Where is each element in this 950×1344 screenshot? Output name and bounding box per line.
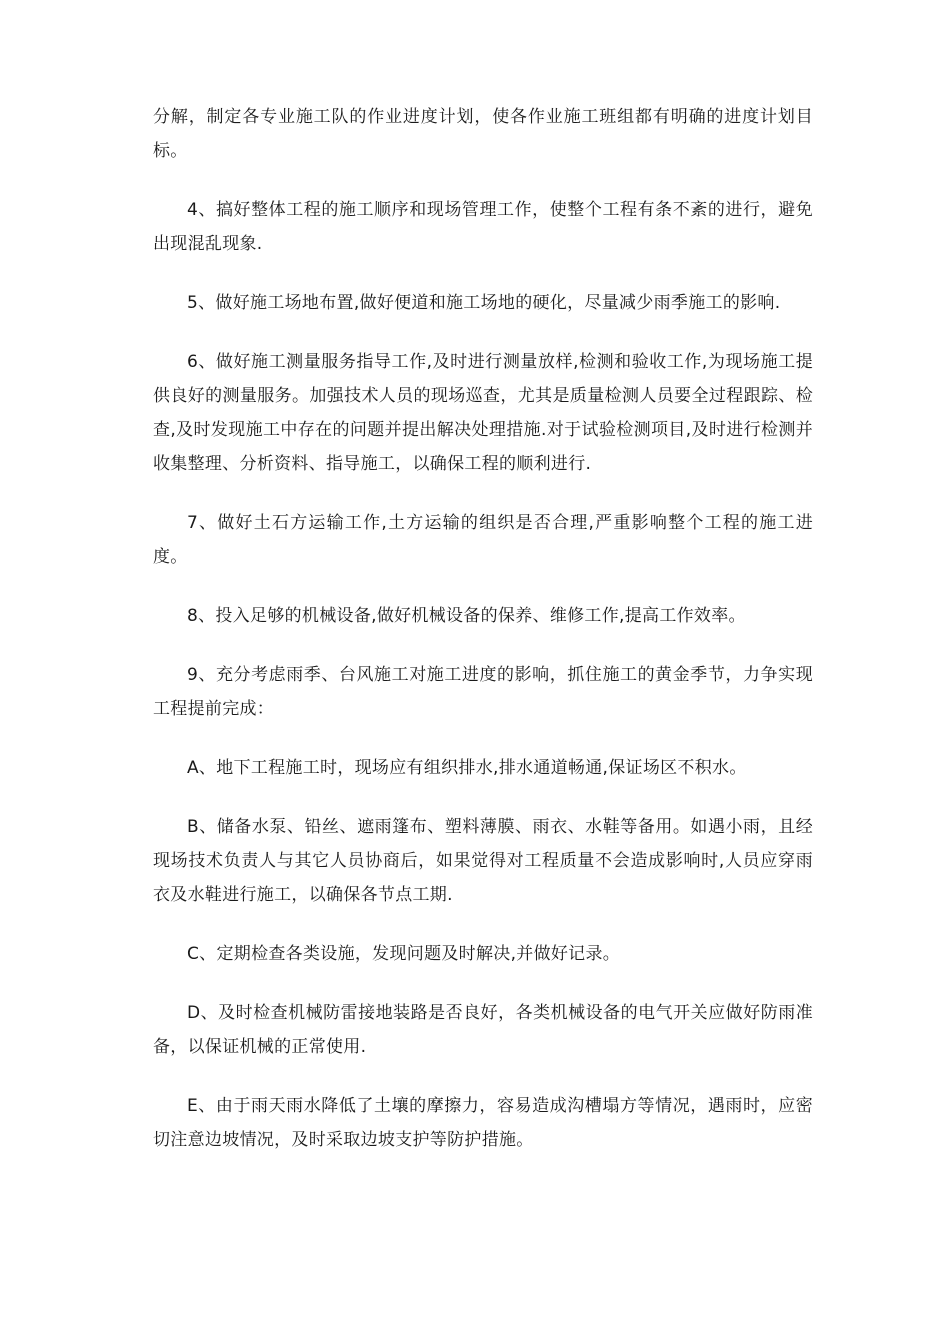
paragraph-item-e: E、由于雨天雨水降低了土壤的摩擦力，容易造成沟槽塌方等情况，遇雨时，应密切注意边坡情况，及时采取边坡支护等防护措施。 — [153, 1096, 813, 1150]
paragraph-item-6: 6、做好施工测量服务指导工作,及时进行测量放样,检测和验收工作,为现场施工提供良好的测量服务。加强技术人员的现场巡查，尤其是质量检测人员要全过程跟踪、检查,及时发现施工中存在的问题并提出解决处理措施.对于试验检测项目,及时进行检测并收集整理、分析资料、指导施工，以确保工程的顺利进行. — [153, 352, 813, 474]
paragraph-item-a: A、地下工程施工时，现场应有组织排水,排水通道畅通,保证场区不积水。 — [187, 758, 747, 778]
paragraph-item-d: D、及时检查机械防雷接地装路是否良好，各类机械设备的电气开关应做好防雨准备，以保证机械的正常使用. — [153, 1003, 813, 1057]
paragraph-item-9: 9、充分考虑雨季、台风施工对施工进度的影响，抓住施工的黄金季节，力争实现工程提前完成： — [153, 665, 813, 719]
paragraph-item-4: 4、搞好整体工程的施工顺序和现场管理工作，使整个工程有条不紊的进行，避免出现混乱现象. — [153, 200, 813, 254]
paragraph-item-5: 5、做好施工场地布置,做好便道和施工场地的硬化，尽量减少雨季施工的影响. — [187, 293, 781, 313]
paragraph-item-7: 7、做好土石方运输工作,土方运输的组织是否合理,严重影响整个工程的施工进度。 — [153, 513, 813, 567]
document-body — [153, 100, 813, 1182]
paragraph-continuation: 分解，制定各专业施工队的作业进度计划，使各作业施工班组都有明确的进度计划目标。 — [153, 107, 813, 161]
paragraph-item-c: C、定期检查各类设施，发现问题及时解决,并做好记录。 — [187, 944, 621, 964]
paragraph-item-8: 8、投入足够的机械设备,做好机械设备的保养、维修工作,提高工作效率。 — [187, 606, 746, 626]
paragraph-item-b: B、储备水泵、铅丝、遮雨篷布、塑料薄膜、雨衣、水鞋等备用。如遇小雨，且经现场技术负责人与其它人员协商后，如果觉得对工程质量不会造成影响时,人员应穿雨衣及水鞋进行施工，以确保各节点工期. — [153, 817, 813, 905]
